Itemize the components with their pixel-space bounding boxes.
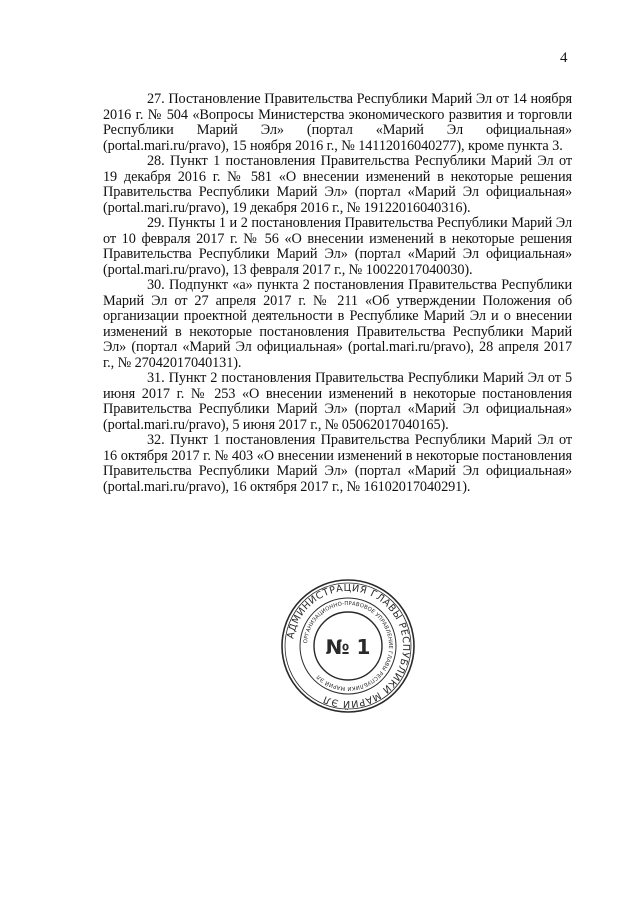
- paragraph-31: 31. Пункт 2 постановления Правительства Республики Марий Эл от 5 июня 2017 г. № 253 «О внесении изменений в некоторые постановления Правительства Республики Марий Эл» (портал «Марий Эл официальная» (portal.mari.ru/pravo), 5 июня 2017 г., № 05062017040165).: [103, 370, 572, 433]
- stamp-inner-text: ОРГАНИЗАЦИОННО-ПРАВОВОЕ УПРАВЛЕНИЕ ГЛАВЫ РЕСПУБЛИКИ МАРИЙ ЭЛ: [303, 600, 394, 692]
- paragraph-28: 28. Пункт 1 постановления Правительства Республики Марий Эл от 19 декабря 2016 г. № 581 «О внесении изменений в некоторые решения Правительства Республики Марий Эл» (портал «Марий Эл официальная» (portal.mari.ru/pravo), 19 декабря 2016 г., № 19122016040316).: [103, 153, 572, 216]
- paragraph-30: 30. Подпункт «а» пункта 2 постановления Правительства Республики Марий Эл от 27 апреля 2017 г. № 211 «Об утверждении Положения об организации проектной деятельности в Республике Марий Эл и о внесении изменений в некоторые постановления Правительства Республики Марий Эл» (портал «Марий Эл официальная» (portal.mari.ru/pravo), 28 апреля 2017 г., № 27042017040131).: [103, 277, 572, 371]
- document-body: [103, 92, 572, 495]
- paragraph-27: 27. Постановление Правительства Республики Марий Эл от 14 ноября 2016 г. № 504 «Вопросы Министерства экономического развития и торговли Республики Марий Эл» (портал «Марий Эл официальная» (portal.mari.ru/pravo), 15 ноября 2016 г., № 14112016040277), кроме пункта 3.: [103, 91, 572, 154]
- paragraph-29: 29. Пункты 1 и 2 постановления Правительства Республики Марий Эл от 10 февраля 2017 г. № 56 «О внесении изменений в некоторые решения Правительства Республики Марий Эл» (портал «Марий Эл официальная» (portal.mari.ru/pravo), 13 февраля 2017 г., № 10022017040030).: [103, 215, 572, 278]
- official-stamp: [279, 577, 417, 715]
- stamp-outer-text: АДМИНИСТРАЦИЯ ГЛАВЫ РЕСПУБЛИКИ МАРИЙ ЭЛ: [285, 582, 412, 710]
- stamp-number: № 1: [325, 635, 371, 659]
- page-number: 4: [560, 50, 568, 66]
- paragraph-32: 32. Пункт 1 постановления Правительства Республики Марий Эл от 16 октября 2017 г. № 403 «О внесении изменений в некоторые постановления Правительства Республики Марий Эл» (портал «Марий Эл официальная» (portal.mari.ru/pravo), 16 октября 2017 г., № 16102017040291).: [103, 432, 572, 495]
